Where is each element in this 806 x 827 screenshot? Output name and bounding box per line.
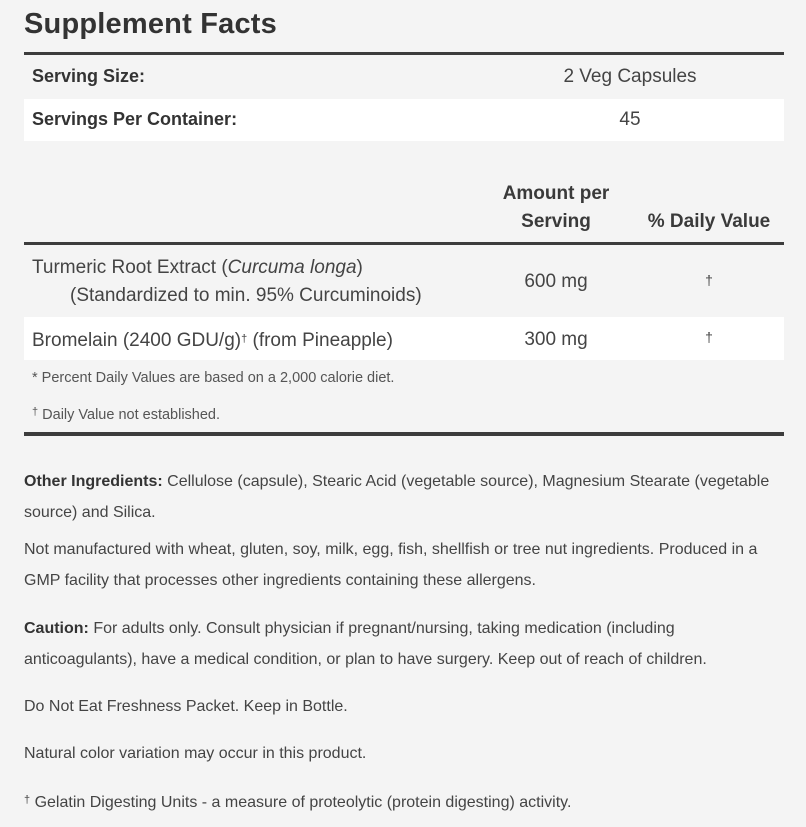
other-ingredients-text: Cellulose (capsule), Stearic Acid (vegetable source), Magnesium Stearate (vegetable source) and Silica.: [24, 473, 770, 521]
ingredient-name: [32, 254, 363, 282]
ingredient-name-suffix: (from Pineapple): [247, 330, 393, 351]
bottom-rule: [24, 432, 784, 436]
ingredient-name-suffix: ): [356, 257, 363, 278]
amount-header-line2: Serving: [521, 211, 591, 232]
serving-size-value: 2 Veg Capsules: [563, 66, 697, 87]
allergen-statement: Not manufactured with wheat, gluten, soy, milk, egg, fish, shellfish or tree nut ingredients. Produced in a GMP facility that processes other ingredients containing these allergens.: [24, 541, 758, 589]
servings-per-container-label: Servings Per Container:: [32, 109, 238, 129]
ingredient-row: [24, 317, 784, 360]
caution-paragraph: [24, 613, 786, 675]
gdu-footnote: [24, 785, 786, 818]
servings-per-container-value: 45: [619, 109, 641, 130]
dagger-mark: †: [32, 406, 39, 418]
dagger-footnote-text: Daily Value not established.: [42, 407, 221, 423]
caution-heading: Caution:: [24, 620, 89, 637]
other-ingredients-paragraph: [24, 466, 786, 528]
ingredient-name-prefix: Bromelain (2400 GDU/g): [32, 330, 242, 351]
other-ingredients-heading: Other Ingredients:: [24, 473, 163, 490]
serving-size-label: Serving Size:: [32, 66, 146, 86]
panel-title: Supplement Facts: [24, 8, 277, 40]
servings-per-container-row: [24, 99, 784, 141]
ingredient-standardization: (Standardized to min. 95% Curcuminoids): [70, 285, 422, 306]
gdu-footnote-text: Gelatin Digesting Units - a measure of proteolytic (protein digesting) activity.: [30, 794, 572, 811]
ingredient-name: [32, 325, 393, 355]
amount-header-line1: Amount per: [502, 183, 610, 204]
dagger-mark: †: [24, 794, 31, 806]
freshness-packet-warning: Do Not Eat Freshness Packet. Keep in Bottle.: [24, 698, 348, 715]
dagger-mark: †: [241, 333, 248, 345]
ingredient-amount: 600 mg: [524, 271, 588, 292]
caution-text: For adults only. Consult physician if pregnant/nursing, taking medication (including anticoagulants), have a medical condition, or plan to have surgery. Keep out of reach of children.: [24, 620, 707, 668]
ingredient-amount: 300 mg: [524, 329, 588, 350]
ingredient-daily-value: †: [705, 272, 713, 288]
ingredient-daily-value: †: [705, 329, 713, 345]
amount-per-serving-header: [481, 180, 631, 236]
ingredient-row: [24, 245, 784, 317]
dagger-footnote: [32, 406, 220, 423]
serving-size-row: [24, 55, 784, 99]
ingredient-latin-name: Curcuma longa: [227, 257, 357, 278]
daily-value-header: % Daily Value: [647, 211, 771, 232]
percent-daily-value-note: * Percent Daily Values are based on a 2,000 calorie diet.: [32, 370, 395, 386]
ingredient-name-prefix: Turmeric Root Extract (: [32, 257, 228, 278]
color-variation-note: Natural color variation may occur in this product.: [24, 745, 367, 762]
